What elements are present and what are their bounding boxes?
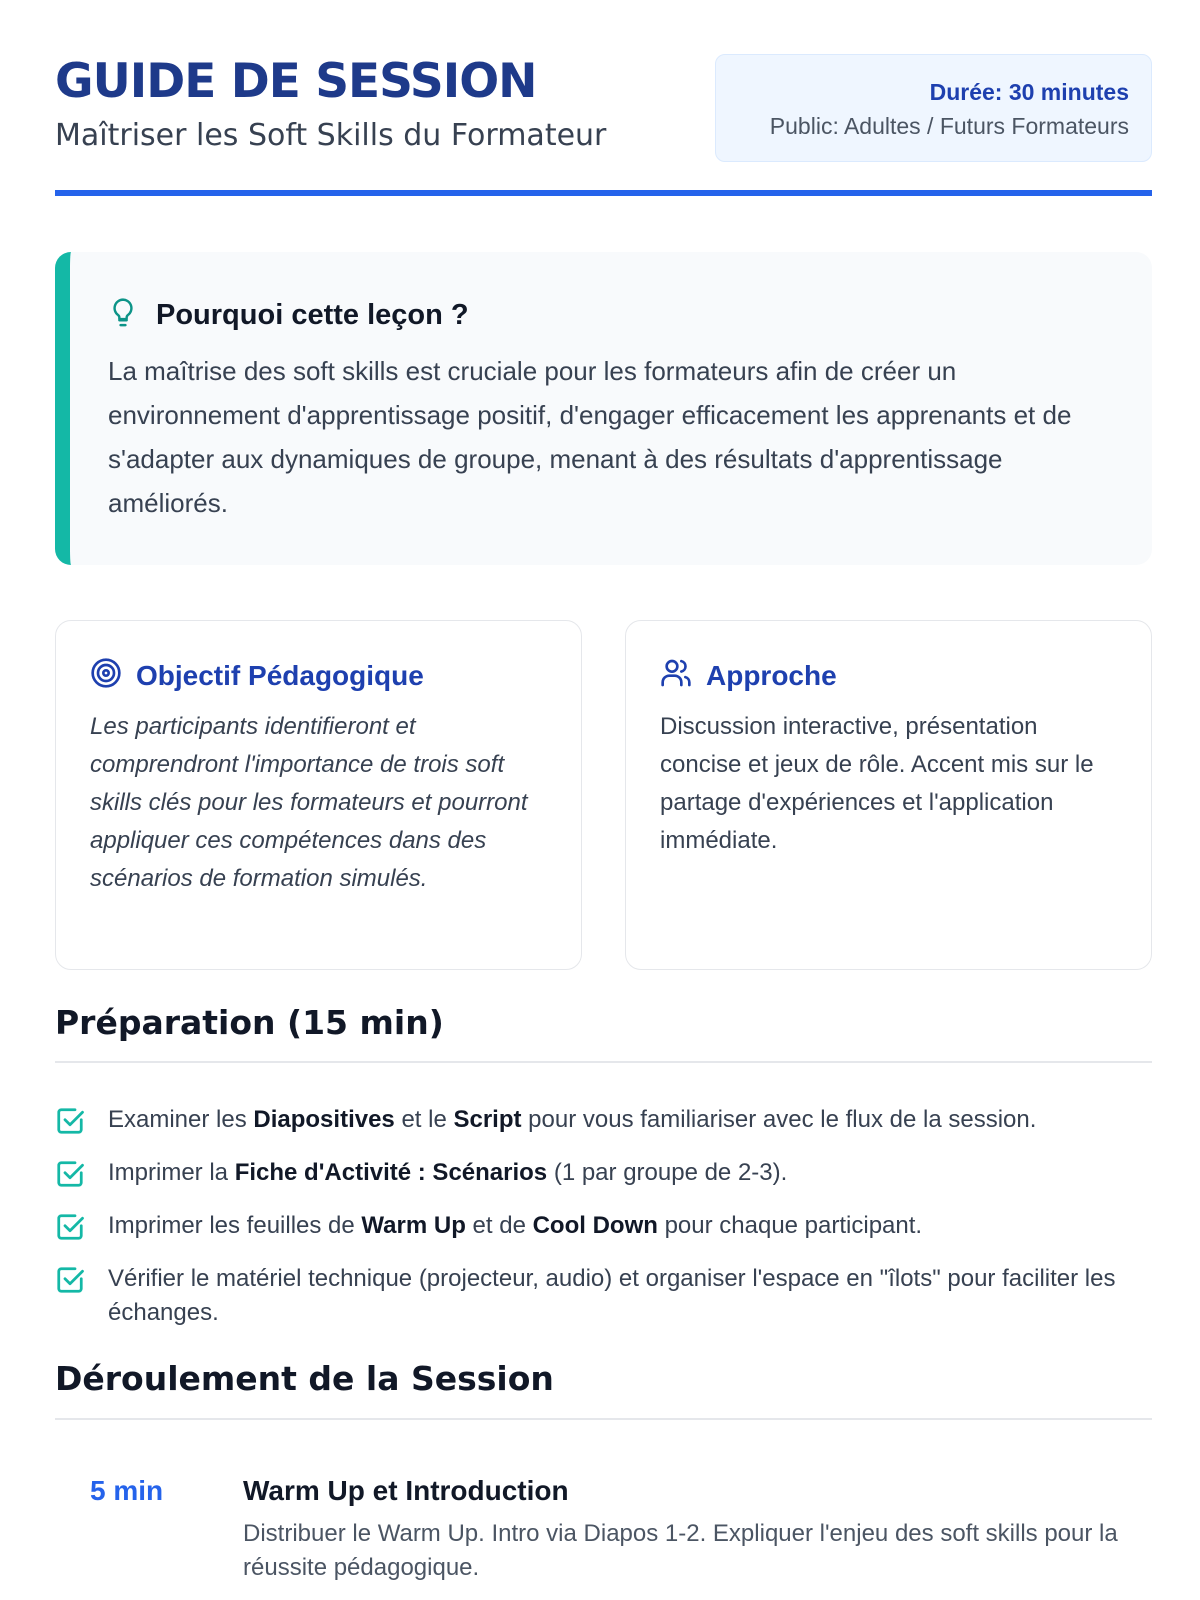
info-cards bbox=[55, 620, 1152, 970]
header bbox=[55, 0, 1152, 200]
checklist-text: et le bbox=[394, 1106, 454, 1133]
objective-title: Objectif Pédagogique bbox=[136, 659, 424, 691]
header-divider bbox=[55, 190, 1152, 196]
check-square-icon bbox=[55, 1106, 85, 1146]
check-square-icon bbox=[55, 1159, 85, 1199]
checklist-emphasis: Diapositives bbox=[253, 1106, 395, 1133]
checklist-emphasis: Cool Down bbox=[532, 1212, 658, 1239]
approach-title: Approche bbox=[706, 659, 837, 691]
checklist-item bbox=[55, 1156, 1152, 1190]
step-description: Distribuer le Warm Up. Intro via Diapos 1-2. Expliquer l'enjeu des soft skills pour la réussite pédagogique. bbox=[243, 1520, 1118, 1581]
check-square-icon bbox=[55, 1265, 85, 1305]
checklist-text: Vérifier le matériel technique (projecteur, audio) et organiser l'espace en "îlots" pour faciliter les échanges. bbox=[108, 1265, 1116, 1326]
session-divider bbox=[55, 1418, 1152, 1420]
checklist-text: (1 par groupe de 2-3). bbox=[547, 1159, 788, 1186]
objective-card bbox=[55, 620, 582, 970]
approach-card bbox=[625, 620, 1152, 970]
audience-label: Public: Adultes / Futurs Formateurs bbox=[769, 113, 1129, 139]
why-callout bbox=[55, 252, 1152, 565]
why-title: Pourquoi cette leçon ? bbox=[156, 299, 469, 331]
session-heading: Déroulement de la Session bbox=[55, 1359, 554, 1398]
preparation-divider bbox=[55, 1061, 1152, 1063]
checklist-text: et de bbox=[465, 1212, 533, 1239]
checklist-item bbox=[55, 1103, 1152, 1137]
checklist-item bbox=[55, 1209, 1152, 1243]
session-meta-box bbox=[715, 54, 1152, 162]
page-subtitle: Maîtriser les Soft Skills du Formateur bbox=[55, 118, 607, 153]
checklist-emphasis: Fiche d'Activité : Scénarios bbox=[234, 1159, 548, 1186]
checklist-text: Imprimer les feuilles de bbox=[108, 1212, 362, 1239]
checklist-item bbox=[55, 1262, 1152, 1330]
session-guide bbox=[55, 0, 1152, 1581]
users-icon bbox=[660, 657, 692, 694]
preparation-checklist bbox=[55, 1103, 1152, 1349]
checklist-emphasis: Script bbox=[453, 1106, 522, 1133]
checklist-emphasis: Warm Up bbox=[361, 1212, 466, 1239]
checklist-text: pour chaque participant. bbox=[657, 1212, 923, 1239]
step-title: Warm Up et Introduction bbox=[243, 1475, 569, 1506]
check-square-icon bbox=[55, 1212, 85, 1252]
checklist-text: pour vous familiariser avec le flux de la session. bbox=[521, 1106, 1037, 1133]
why-text: La maîtrise des soft skills est cruciale pour les formateurs afin de créer un environnement d'apprentissage positif, d'engager efficacement les apprenants et de s'adapter aux dynamiques de groupe, menant à des résultats d'apprentissage améliorés. bbox=[108, 356, 1072, 518]
lightbulb-icon bbox=[108, 296, 138, 335]
target-icon bbox=[90, 657, 122, 694]
checklist-text: Imprimer la bbox=[108, 1159, 235, 1186]
page-title: GUIDE DE SESSION bbox=[55, 54, 537, 109]
objective-text: Les participants identifieront et comprendront l'importance de trois soft skills clés pour les formateurs et pourront appliquer ces compétences dans des scénarios de formation simulés. bbox=[90, 713, 528, 892]
approach-text: Discussion interactive, présentation concise et jeux de rôle. Accent mis sur le partage d'expériences et l'application immédiate. bbox=[660, 713, 1094, 854]
step-duration: 5 min bbox=[90, 1475, 164, 1506]
preparation-heading: Préparation (15 min) bbox=[55, 1003, 444, 1042]
duration-label: Durée: 30 minutes bbox=[929, 79, 1129, 105]
checklist-text: Examiner les bbox=[108, 1106, 254, 1133]
